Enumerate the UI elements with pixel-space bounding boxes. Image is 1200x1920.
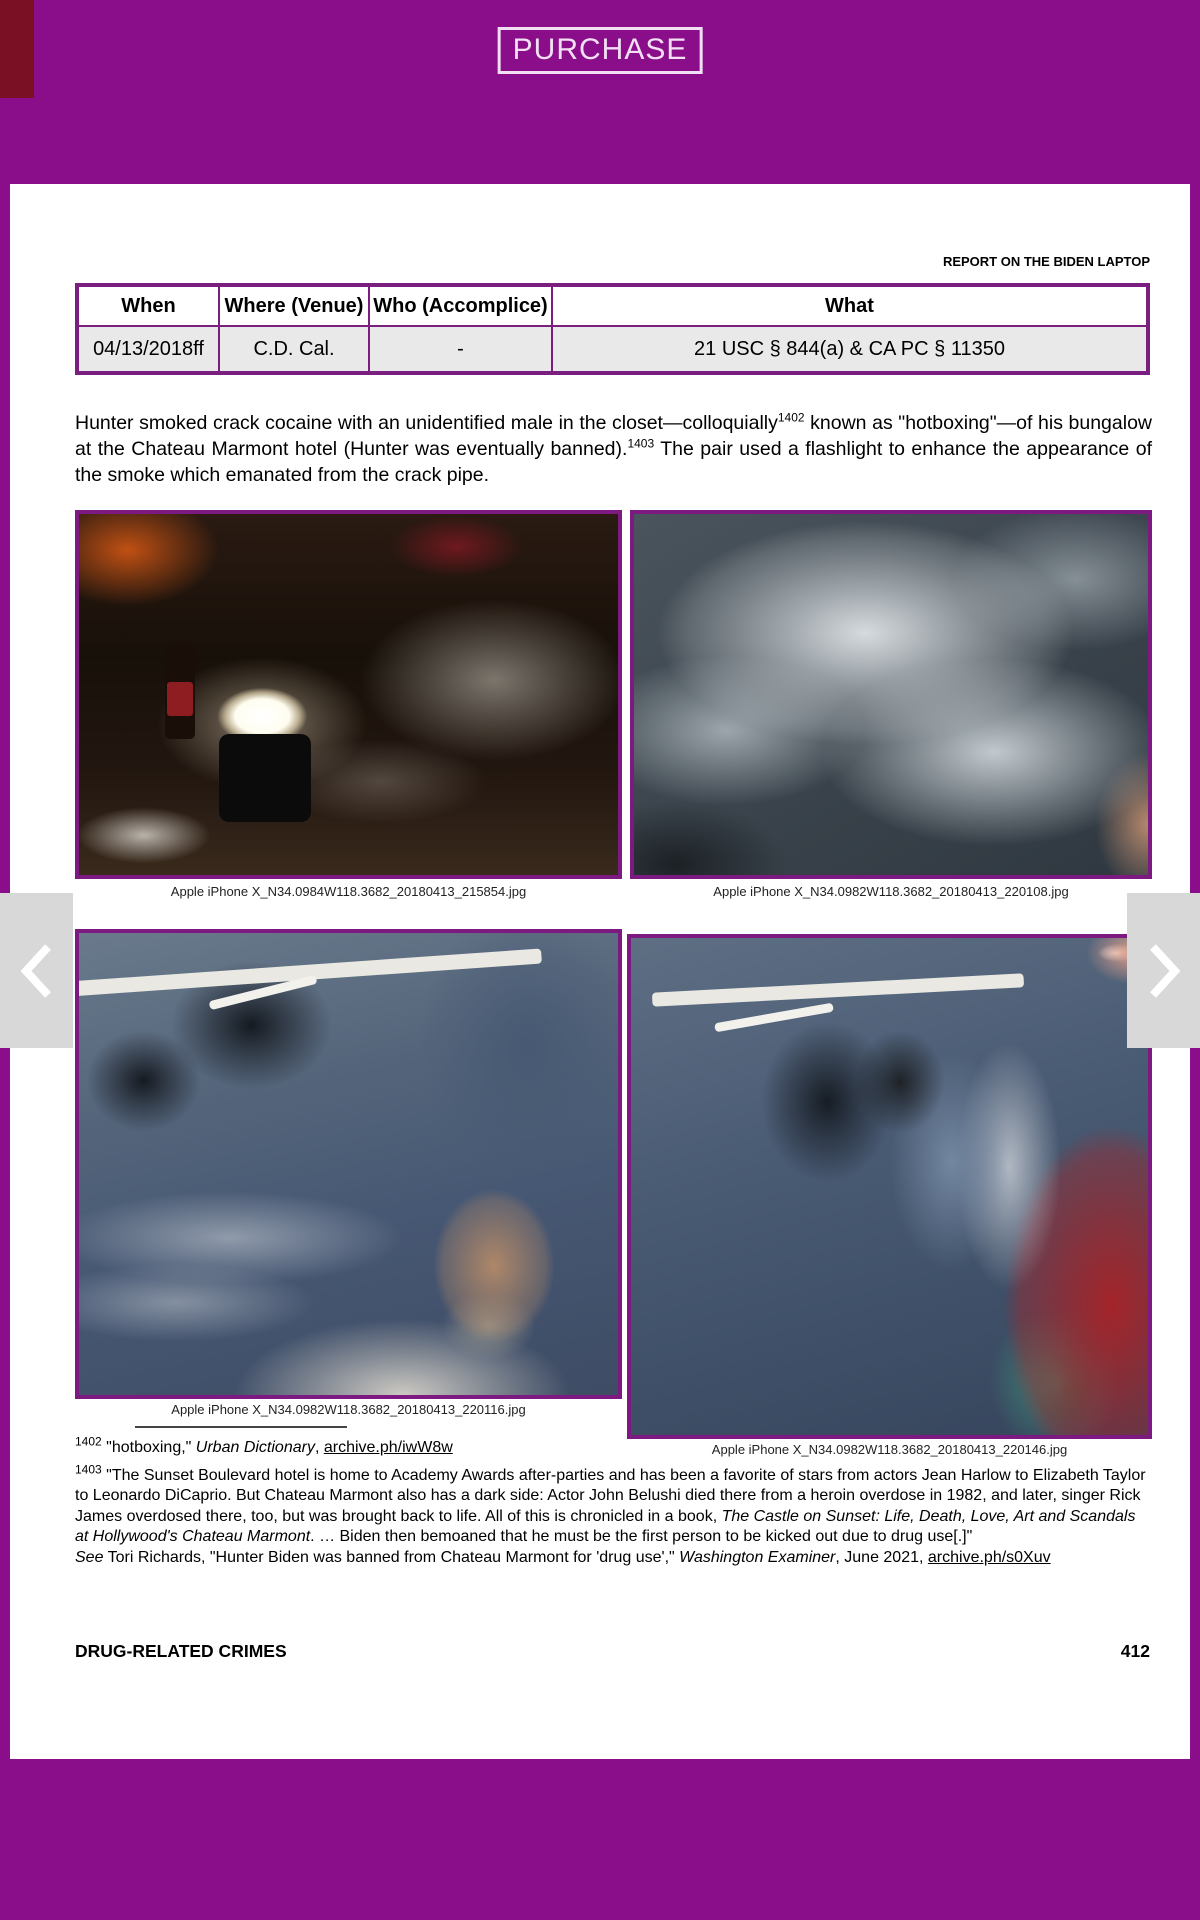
- chevron-left-icon: [20, 942, 54, 1000]
- cell-where: C.D. Cal.: [219, 326, 369, 373]
- photo-caption: Apple iPhone X_N34.0982W118.3682_20180413_220116.jpg: [171, 1402, 526, 1417]
- page-number: 412: [1120, 1641, 1150, 1661]
- page-footer: [75, 1641, 1150, 1662]
- photo-closet-selfie: [75, 929, 622, 1399]
- body-paragraph: Hunter smoked crack cocaine with an unidentified male in the closet—colloquially$^{1402}$ known as "hotboxing"—of his bungalow at the Chateau Marmont hotel (Hunter was eventually banned).$^{1403}$ The pair used a flashlight to enhance the appearance of the smoke which emanated from the crack pipe.: [75, 410, 1153, 486]
- table-row: [77, 326, 1148, 373]
- col-header-where: Where (Venue): [219, 285, 369, 326]
- report-banner: REPORT ON THE BIDEN LAPTOP: [942, 254, 1150, 269]
- footnote-separator: [135, 1426, 347, 1428]
- purchase-button[interactable]: PURCHASE: [498, 27, 703, 74]
- flashlight-shape: [219, 734, 311, 822]
- col-header-when: When: [77, 285, 219, 326]
- photo-caption: Apple iPhone X_N34.0982W118.3682_20180413_220146.jpg: [711, 1442, 1068, 1457]
- footer-section-title: DRUG-RELATED CRIMES: [75, 1641, 287, 1661]
- chevron-right-icon: [1147, 942, 1181, 1000]
- table-header-row: [77, 285, 1148, 326]
- footnote-1403-citation: See Tori Richards, "Hunter Biden was banned from Chateau Marmont for 'drug use'," Washington Examiner, June 2021, archive.ph/s0Xuv: [75, 1548, 1051, 1566]
- closet-rail-shape: [652, 973, 1024, 1006]
- archive-link[interactable]: archive.ph/iwW8w: [323, 1439, 453, 1456]
- cell-what: 21 USC § 844(a) & CA PC § 11350: [552, 326, 1148, 373]
- cell-when: 04/13/2018ff: [77, 326, 219, 373]
- corner-accent: [0, 0, 34, 98]
- col-header-who: Who (Accomplice): [369, 285, 552, 326]
- case-table: [75, 283, 1150, 375]
- bottle-shape: [165, 644, 195, 739]
- footnote-1402: $^{1402}$ "hotboxing," Urban Dictionary, archive.ph/iwW8w: [75, 1434, 453, 1456]
- col-header-what: What: [552, 285, 1148, 326]
- photo-smoke-cloud: [630, 510, 1152, 879]
- archive-link[interactable]: archive.ph/s0Xuv: [927, 1548, 1051, 1566]
- footnotes-block: [75, 1434, 1153, 1568]
- footnote-1403: $^{1403}$ "The Sunset Boulevard hotel is home to Academy Awards after-parties and has been a favorite of stars from actors Jean Harlow to Elizabeth Taylor to Leonardo DiCaprio. But Chateau Marmont also has a dark side: Actor John Belushi died there from a heroin overdose in 1982, and later, singer Rick James overdosed there, too, but was brought back to life. All of this is chronicled in a book, The Castle on Sunset: Life, Death, Love, Art and Scandals at Hollywood's Chateau Marmont. … Biden then bemoaned that he must be the first person to be kicked out due to drug use[.]": [75, 1462, 1146, 1545]
- closet-rail-shape: [75, 949, 542, 997]
- photo-caption: Apple iPhone X_N34.0982W118.3682_20180413_220108.jpg: [713, 884, 1069, 899]
- photo-closet-clothes: [627, 934, 1152, 1439]
- prev-page-button[interactable]: [0, 893, 73, 1048]
- cell-who: -: [369, 326, 552, 373]
- document-page: [10, 184, 1190, 1759]
- next-page-button[interactable]: [1127, 893, 1200, 1048]
- photo-caption: Apple iPhone X_N34.0984W118.3682_20180413_215854.jpg: [170, 884, 527, 899]
- hanger-shape: [714, 1002, 834, 1032]
- photo-flashlight-desk: [75, 510, 622, 879]
